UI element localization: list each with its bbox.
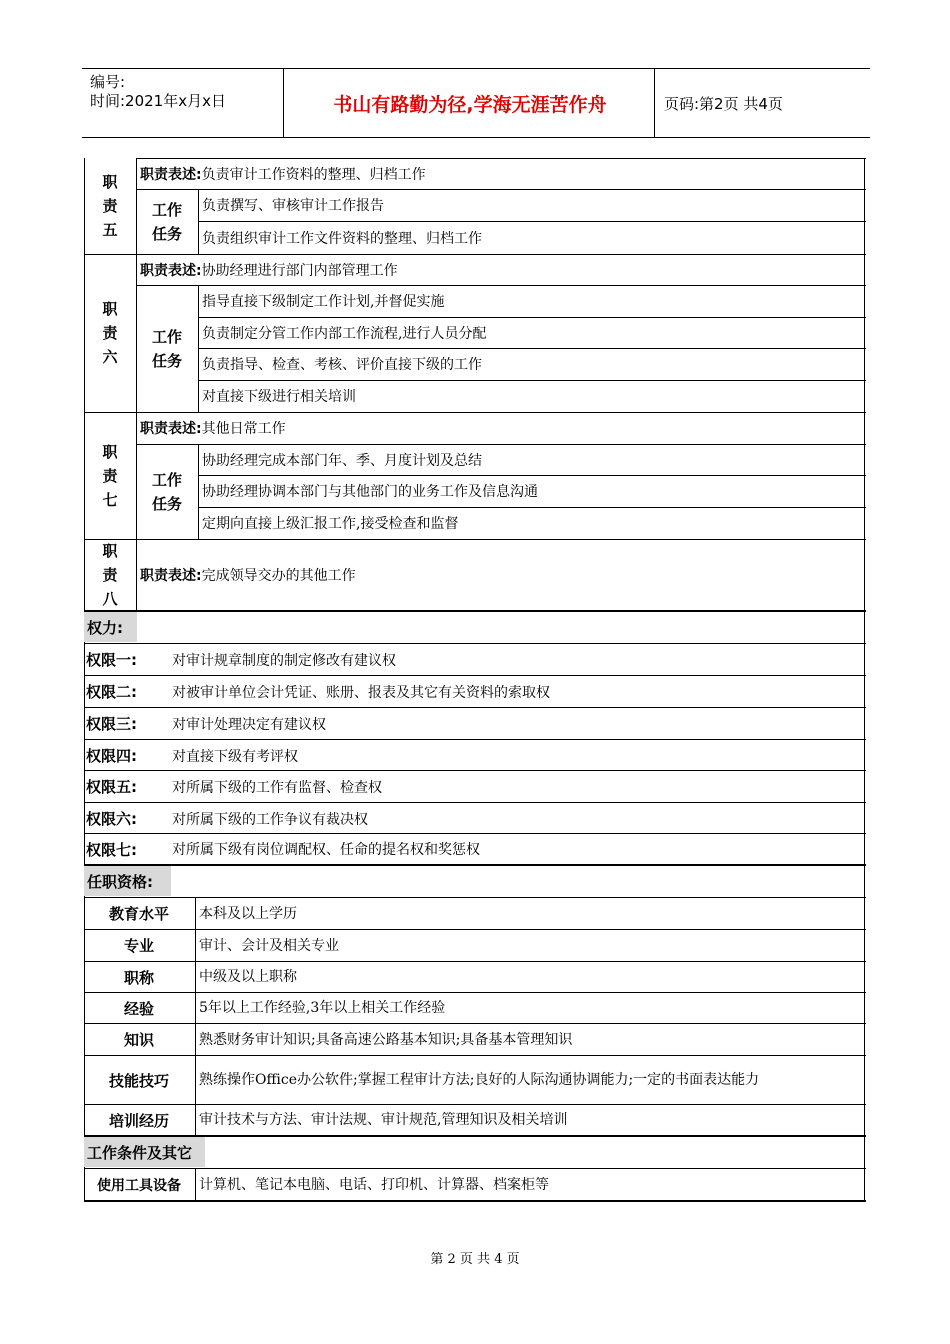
table-border-right: [864, 158, 865, 1201]
qual-skills-label: 技能技巧: [108, 1071, 169, 1090]
duty-8-desc-row: [140, 539, 356, 610]
document-time: 时间:2021年x月x日: [90, 92, 226, 110]
section-divider: [84, 864, 866, 866]
duty-7-task-2: 协助经理协调本部门与其他部门的业务工作及信息沟通: [202, 484, 538, 500]
conditions-title: 工作条件及其它: [84, 1137, 205, 1167]
document-number-label: 编号:: [90, 73, 126, 91]
duty-5-desc: 负责审计工作资料的整理、归档工作: [201, 166, 426, 183]
duty-6-desc: 协助经理进行部门内部管理工作: [201, 262, 398, 279]
power-3-label: 权限三:: [86, 715, 137, 733]
power-1-text: 对审计规章制度的制定修改有建议权: [172, 652, 396, 669]
page-footer: 第 2 页 共 4 页: [430, 1252, 520, 1267]
power-5-text: 对所属下级的工作有监督、检查权: [172, 779, 382, 796]
qual-training-label: 培训经历: [108, 1111, 169, 1130]
duty-7-desc-label: 职责表述:: [140, 421, 202, 437]
qualifications-title: 任职资格:: [84, 866, 171, 896]
power-7-text: 对所属下级有岗位调配权、任命的提名权和奖惩权: [172, 842, 480, 858]
table-border-bottom: [84, 1200, 866, 1202]
header-divider: [283, 69, 284, 137]
qual-major-label: 专业: [123, 937, 154, 955]
qual-training-value: 审计技术与方法、审计法规、审计规范,管理知识及相关培训: [199, 1112, 568, 1128]
duty-6-task-1: 指导直接下级制定工作计划,并督促实施: [202, 294, 445, 310]
section-divider: [84, 610, 866, 612]
duty-7-label: 职 责 七: [102, 442, 118, 509]
power-2-label: 权限二:: [86, 683, 137, 701]
qual-title-label: 职称: [123, 968, 154, 987]
duty-7-desc: 其他日常工作: [201, 421, 286, 437]
duty-6-desc-row: [140, 254, 398, 285]
power-6-text: 对所属下级的工作争议有裁决权: [172, 811, 368, 828]
duty-6-desc-label: 职责表述:: [140, 262, 202, 279]
cell-divider: [136, 539, 137, 610]
duty-8-desc-label: 职责表述:: [140, 567, 202, 584]
duty-6-task-4: 对直接下级进行相关培训: [202, 389, 356, 405]
qual-education-label: 教育水平: [108, 905, 169, 923]
power-7-label: 权限七:: [86, 840, 137, 859]
power-5-label: 权限五:: [86, 778, 137, 796]
power-1-label: 权限一:: [86, 651, 137, 669]
duty-6-label: 职 责 六: [102, 300, 118, 366]
qual-knowledge-label: 知识: [123, 1031, 154, 1049]
duty-5-label: 职 责 五: [102, 173, 118, 239]
duty-7-task-1: 协助经理完成本部门年、季、月度计划及总结: [202, 452, 482, 469]
powers-title: 权力:: [84, 612, 137, 642]
page-header: [82, 68, 870, 138]
duty-5-task-label: 工作 任务: [151, 200, 182, 243]
qual-education-value: 本科及以上学历: [199, 905, 297, 922]
cell-divider: [195, 1168, 196, 1201]
duty-7-desc-row: [140, 412, 286, 444]
header-motto: 书山有路勤为径,学海无涯苦作舟: [333, 93, 607, 116]
qual-experience-value: 5年以上工作经验,3年以上相关工作经验: [199, 1000, 446, 1016]
cell-divider: [195, 897, 196, 1135]
job-description-table: [84, 158, 866, 1202]
duty-6-task-2: 负责制定分管工作内部工作流程,进行人员分配: [202, 325, 487, 342]
power-6-label: 权限六:: [86, 810, 137, 828]
qual-experience-label: 经验: [123, 999, 154, 1018]
qual-knowledge-value: 熟悉财务审计知识;具备高速公路基本知识;具备基本管理知识: [199, 1031, 573, 1048]
header-meta: [90, 73, 226, 111]
power-4-label: 权限四:: [86, 747, 137, 765]
duty-5-task-2: 负责组织审计工作文件资料的整理、归档工作: [202, 230, 482, 247]
cell-divider: [198, 444, 199, 539]
duty-6-task-label: 工作 任务: [151, 327, 182, 370]
duty-7-task-label: 工作 任务: [151, 470, 182, 513]
header-page-info: 页码:第2页 共4页: [664, 94, 783, 113]
qual-major-value: 审计、会计及相关专业: [199, 937, 339, 954]
tools-value: 计算机、笔记本电脑、电话、打印机、计算器、档案柜等: [199, 1177, 549, 1193]
duty-5-desc-row: [140, 158, 426, 189]
tools-label: 使用工具设备: [97, 1178, 181, 1194]
qual-title-value: 中级及以上职称: [199, 969, 297, 985]
power-2-text: 对被审计单位会计凭证、账册、报表及其它有关资料的索取权: [172, 684, 550, 701]
power-4-text: 对直接下级有考评权: [172, 748, 298, 765]
qual-skills-value: 熟练操作Office办公软件;掌握工程审计方法;良好的人际沟通协调能力;一定的书面表达能力: [199, 1072, 760, 1088]
duty-8-desc: 完成领导交办的其他工作: [201, 567, 356, 584]
power-3-text: 对审计处理决定有建议权: [172, 716, 326, 733]
duty-8-label: 职 责 八: [102, 541, 118, 608]
duty-7-task-3: 定期向直接上级汇报工作,接受检查和监督: [202, 516, 459, 532]
duty-5-desc-label: 职责表述:: [140, 166, 202, 183]
duty-5-task-1: 负责撰写、审核审计工作报告: [202, 198, 384, 214]
header-divider: [654, 69, 655, 137]
duty-6-task-3: 负责指导、检查、考核、评价直接下级的工作: [202, 357, 482, 373]
